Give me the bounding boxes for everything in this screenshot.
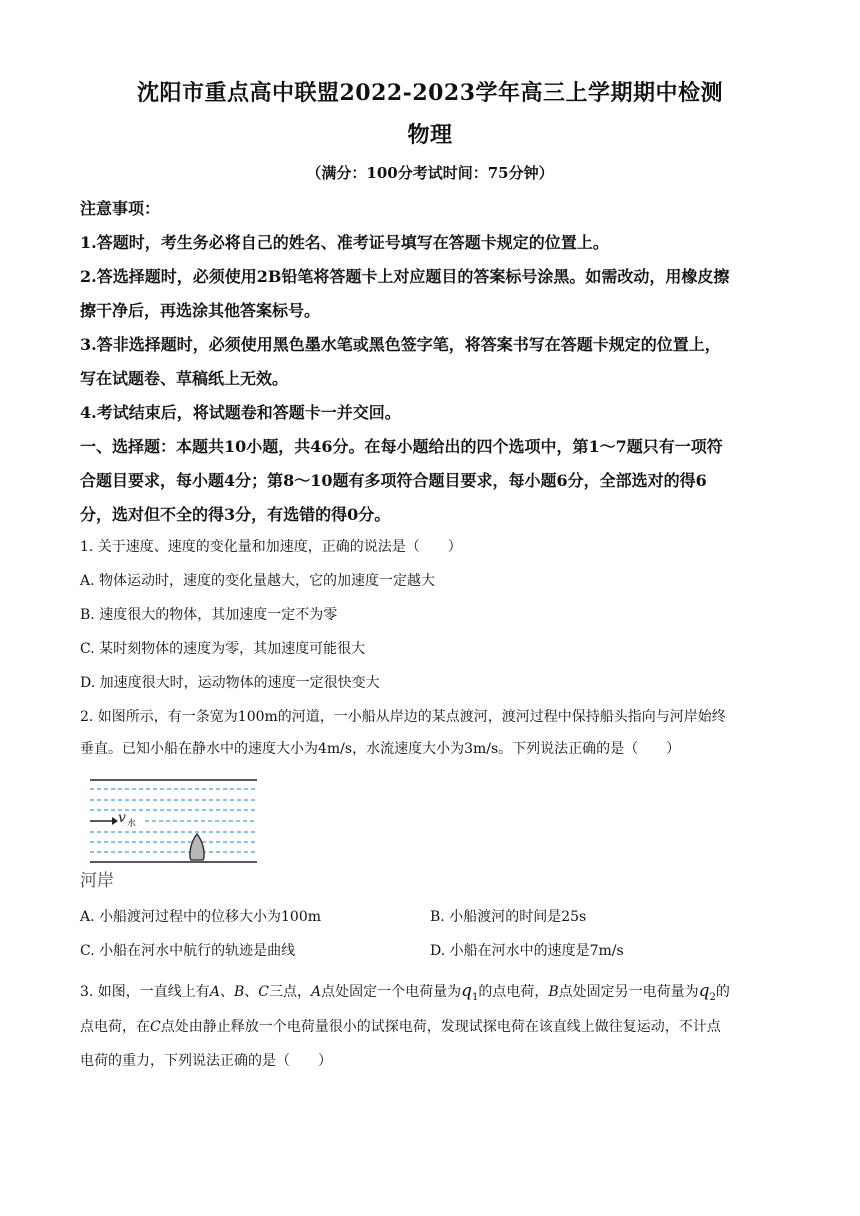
q3-text: 3. 如图，一直线上有: [80, 984, 210, 1000]
exam-meta: （满分：100分考试时间：75分钟）: [306, 164, 554, 182]
q2-option-c: C. 小船在河水中航行的轨迹是曲线: [80, 943, 296, 959]
q3-text: 点处固定另一电荷量为: [558, 984, 699, 1000]
boat-icon: [190, 834, 204, 860]
charge-q1-subscript: 1: [471, 991, 479, 1003]
q3-stem-line3: 电荷的重力，下列说法正确的是（ ）: [80, 1053, 332, 1069]
q3-text: 点处由静止释放一个电荷量很小的试探电荷，发现试探电荷在该直线上做往复运动，不计点: [160, 1019, 721, 1035]
river-bank-label: 河岸: [80, 871, 114, 891]
exam-subject: 物理: [407, 122, 453, 148]
note-line: 4.考试结束后，将试题卷和答题卡一并交回。: [80, 403, 401, 422]
section-heading-line: 分，选对但不全的得3分，有选错的得0分。: [80, 505, 391, 524]
q3-stem-line2: [80, 1010, 785, 1044]
note-line: 2.答选择题时，必须使用2B铅笔将答题卡上对应题目的答案标号涂黑。如需改动，用橡皮擦: [80, 267, 730, 286]
q3-text: 、: [219, 984, 234, 1000]
exam-title: 沈阳市重点高中联盟2022-2023学年高三上学期期中检测: [136, 80, 724, 106]
q3-text: 点电荷，在: [80, 1019, 150, 1035]
point-a-label: A: [310, 984, 322, 1000]
point-c-label: C: [258, 984, 269, 1000]
q3-stem-line1: [80, 974, 785, 1015]
note-line: 写在试题卷、草稿纸上无效。: [80, 369, 289, 388]
q3-text: 的点电荷，: [478, 984, 549, 1000]
q2-stem-line2: 垂直。已知小船在静水中的速度大小为4m/s，水流速度大小为3m/s。下列说法正确的是（ ）: [80, 741, 681, 757]
q2-option-a: A. 小船渡河过程中的位移大小为100m: [80, 909, 322, 925]
q3-text: 点处固定一个电荷量为: [321, 984, 462, 1000]
section-heading-line: 一、选择题：本题共10小题，共46分。在每小题给出的四个选项中，第1～7题只有一项符: [80, 437, 723, 456]
q3-text: 的: [715, 984, 730, 1000]
q1-option-b: B. 速度很大的物体，其加速度一定不为零: [80, 607, 338, 623]
note-line: 1.答题时，考生务必将自己的姓名、准考证号填写在答题卡规定的位置上。: [80, 233, 609, 252]
charge-q2-symbol: q: [698, 981, 710, 1001]
section-heading-line: 合题目要求，每小题4分；第8～10题有多项符合题目要求，每小题6分，全部选对的得6: [80, 471, 707, 490]
q2-option-d: D. 小船在河水中的速度是7m/s: [430, 943, 624, 959]
flow-velocity-subscript: 水: [127, 819, 137, 829]
note-line: 擦干净后，再选涂其他答案标号。: [80, 301, 321, 320]
q1-stem: 1. 关于速度、速度的变化量和加速度，正确的说法是（ ）: [80, 539, 462, 555]
charge-q1-symbol: q: [461, 981, 472, 1001]
point-c-label: C: [150, 1019, 161, 1035]
charge-q2-subscript: 2: [709, 991, 716, 1003]
flow-velocity-label: v: [118, 810, 126, 826]
q2-stem-line1: 2. 如图所示，有一条宽为100m的河道，一小船从岸边的某点渡河，渡河过程中保持船头指向与河岸始终: [80, 709, 726, 725]
notes-heading: 注意事项：: [80, 199, 161, 218]
q1-option-c: C. 某时刻物体的速度为零，其加速度可能很大: [80, 641, 366, 657]
q3-text: 、: [244, 984, 259, 1000]
q2-option-b: B. 小船渡河的时间是25s: [430, 909, 587, 925]
point-b-label: B: [548, 984, 559, 1000]
point-a-label: A: [209, 984, 220, 1000]
note-line: 3.答非选择题时，必须使用黑色墨水笔或黑色签字笔，将答案书写在答题卡规定的位置上，: [80, 335, 721, 354]
river-figure: [85, 774, 265, 870]
q1-option-d: D. 加速度很大时，运动物体的速度一定很快变大: [80, 675, 380, 691]
q3-text: 三点，: [268, 984, 311, 1000]
point-b-label: B: [233, 984, 245, 1000]
q1-option-a: A. 物体运动时，速度的变化量越大，它的加速度一定越大: [80, 573, 436, 589]
